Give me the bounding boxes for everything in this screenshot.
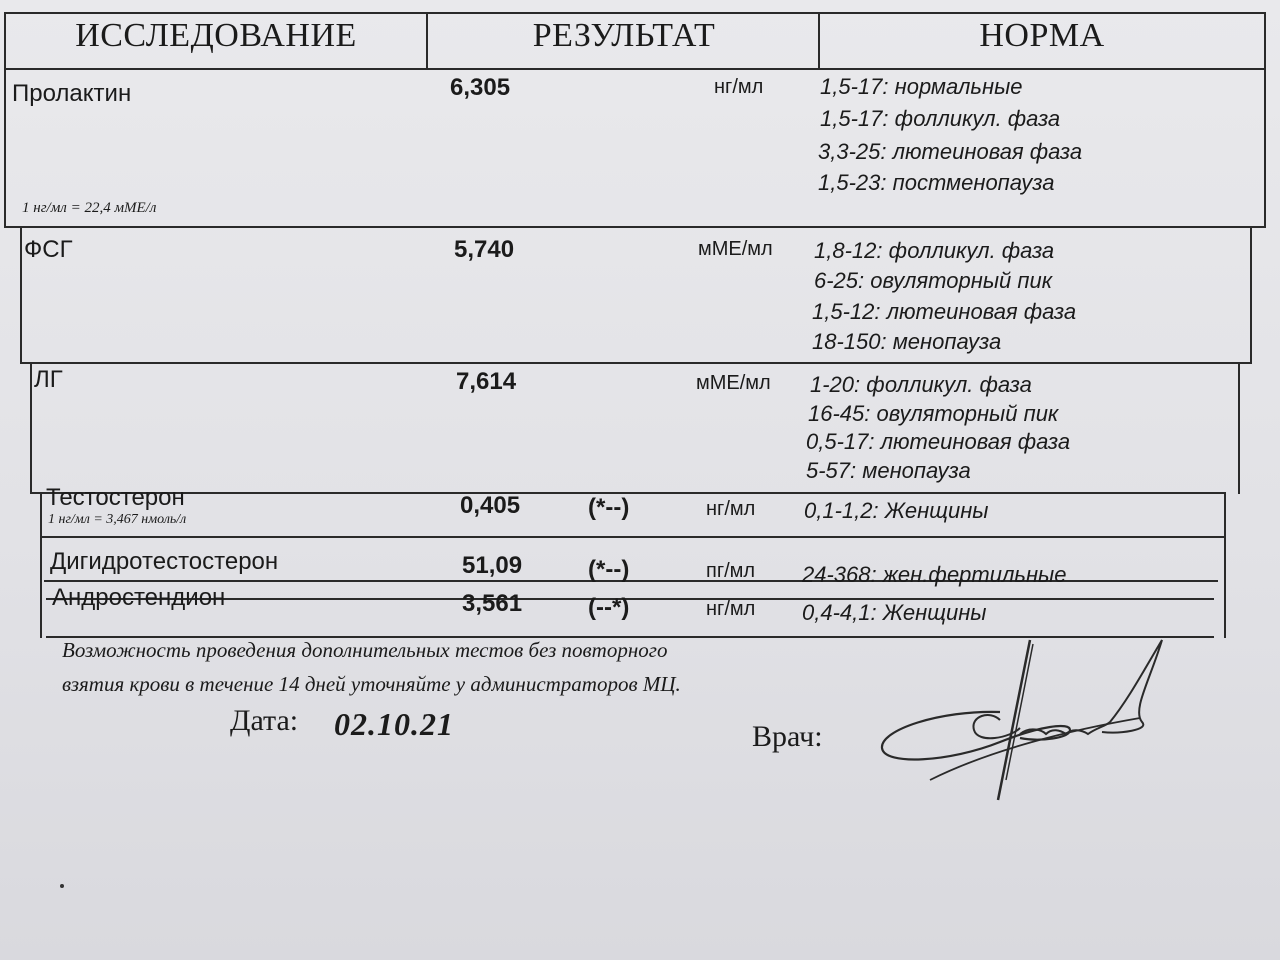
doctor-label: Врач: [752,720,823,753]
row-name-testosterone: Тестостерон [46,484,185,511]
row-divider [4,226,1266,228]
norm-line: 0,4-4,1: Женщины [802,600,987,625]
row-unit-dht: пг/мл [706,560,756,582]
table-border [30,364,32,494]
table-border [1250,228,1252,364]
conversion-note-prolactin: 1 нг/мл = 22,4 мМЕ/л [22,200,157,216]
doctor-signature-icon [870,630,1170,810]
norm-line: 0,1-1,2: Женщины [804,498,989,523]
stray-mark [60,884,64,888]
norm-line: 1,5-17: нормальные [820,74,1023,99]
table-header [4,12,1266,70]
row-divider [40,536,1226,538]
row-name-lh: ЛГ [34,366,63,393]
row-flag-androstenedione: (--*) [588,594,630,621]
header-investigation: ИССЛЕДОВАНИЕ [75,17,357,54]
row-unit-androstenedione: нг/мл [706,598,756,620]
conversion-note-testosterone: 1 нг/мл = 3,467 нмоль/л [48,512,187,527]
row-divider [20,362,1252,364]
row-value-lh: 7,614 [456,368,517,395]
footer-note-line2: взятия крови в течение 14 дней уточняйте у администраторов МЦ. [62,672,681,696]
norm-line: 24-368: жен.фертильные [802,562,1067,587]
row-name-prolactin: Пролактин [12,80,132,107]
footer-note-line1: Возможность проведения дополнительных тестов без повторного [62,638,668,662]
row-unit-prolactin: нг/мл [714,76,764,98]
norm-line: 5-57: менопауза [806,458,971,483]
row-name-fsh: ФСГ [24,236,73,263]
date-value: 02.10.21 [334,706,454,742]
row-flag-testosterone: (*--) [588,494,630,521]
norm-line: 1,5-12: лютеиновая фаза [812,299,1077,324]
header-result: РЕЗУЛЬТАТ [532,17,716,54]
table-border [1238,364,1240,494]
row-name-dht: Дигидротестостерон [50,548,279,575]
norm-line: 1,5-23: постменопауза [818,170,1055,195]
row-value-testosterone: 0,405 [460,492,521,519]
date-label: Дата: [230,704,299,737]
norm-line: 16-45: овуляторный пик [808,401,1059,426]
norm-line: 1,8-12: фолликул. фаза [814,238,1055,263]
norm-line: 1,5-17: фолликул. фаза [820,106,1061,131]
norm-line: 1-20: фолликул. фаза [810,372,1032,397]
norm-line: 18-150: менопауза [812,329,1002,354]
table-border [1224,492,1226,638]
row-unit-testosterone: нг/мл [706,498,756,520]
table-border [4,68,6,228]
row-flag-dht: (*--) [588,556,630,583]
header-norm: НОРМА [979,17,1105,54]
row-value-prolactin: 6,305 [450,74,511,101]
table-border [1264,68,1266,228]
norm-line: 0,5-17: лютеиновая фаза [806,429,1071,454]
row-value-androstenedione: 3,561 [462,590,523,617]
row-value-fsh: 5,740 [454,236,515,263]
row-unit-lh: мМЕ/мл [696,372,771,394]
row-value-dht: 51,09 [462,552,523,579]
table-border [20,228,22,364]
table-border [40,492,42,638]
row-name-androstenedione: Андростендион [52,584,226,611]
norm-line: 3,3-25: лютеиновая фаза [818,139,1083,164]
row-unit-fsh: мМЕ/мл [698,238,773,260]
norm-line: 6-25: овуляторный пик [814,268,1053,293]
